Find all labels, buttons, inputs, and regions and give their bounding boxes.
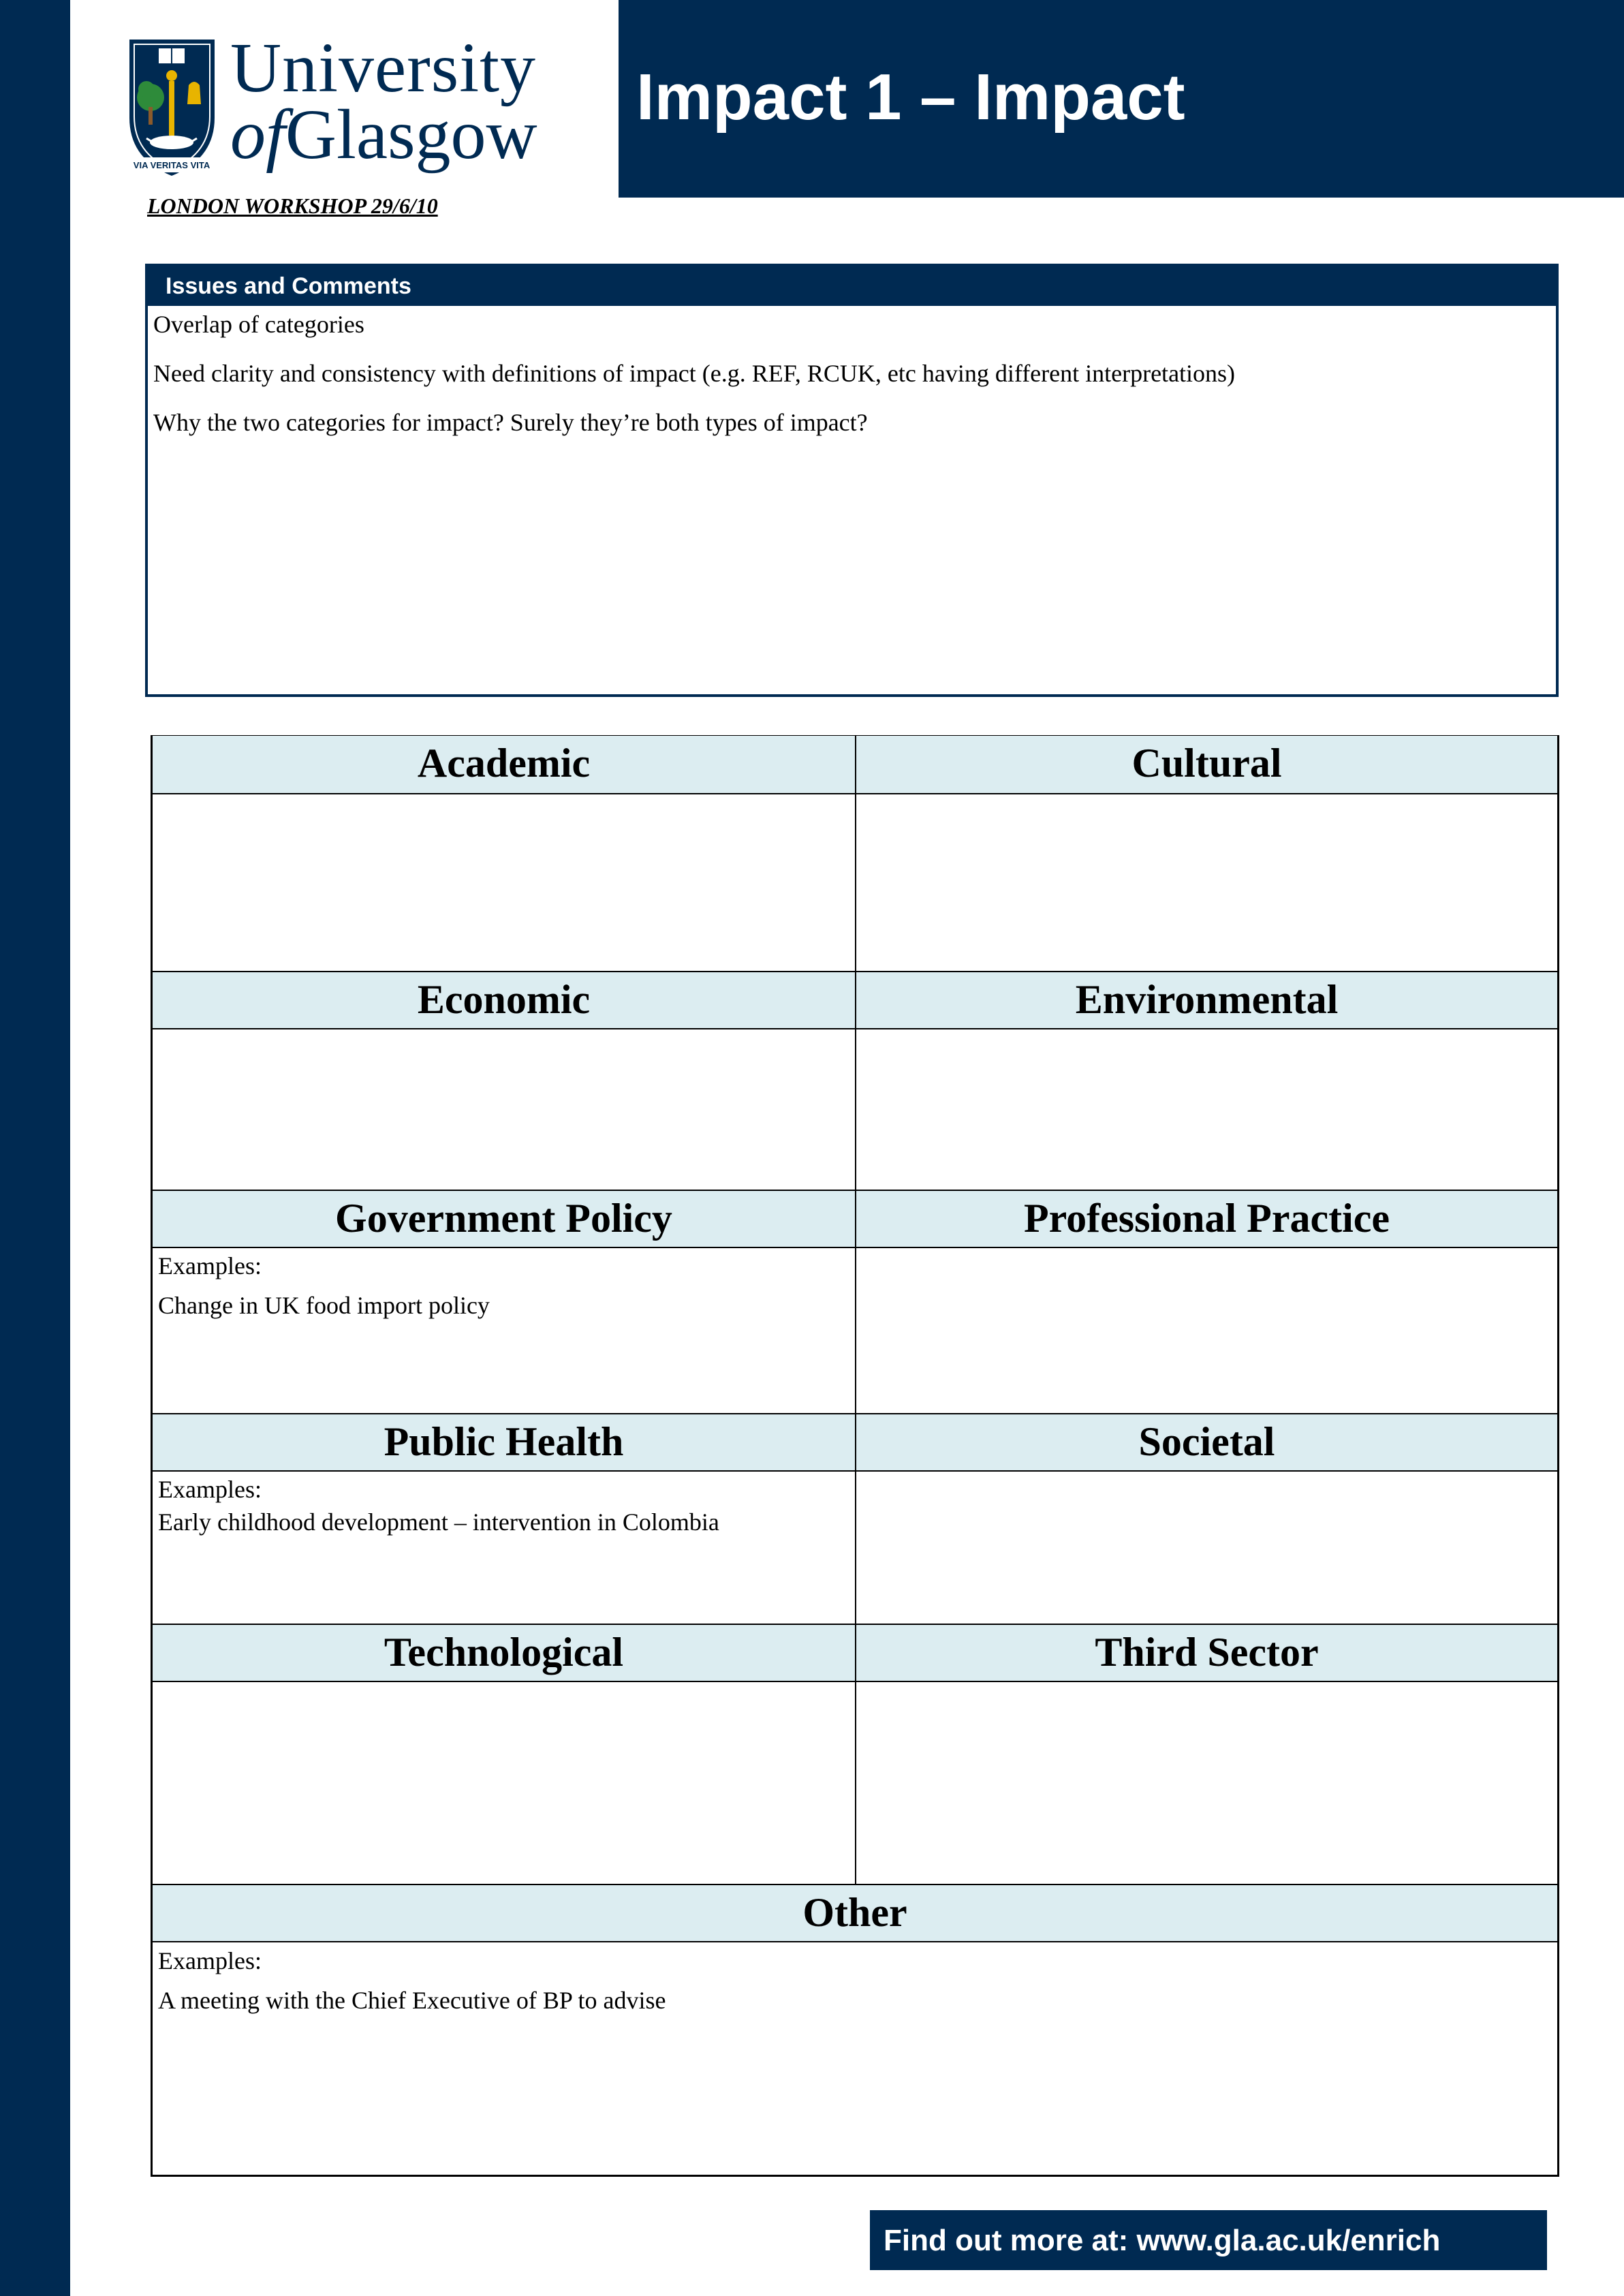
issue-item: Need clarity and consistency with definitions of impact (e.g. REF, RCUK, etc having different interpretations) bbox=[153, 360, 1236, 387]
impact-categories-grid bbox=[151, 735, 1559, 2177]
issue-item: Why the two categories for impact? Surely they’re both types of impact? bbox=[153, 409, 868, 436]
other-example: A meeting with the Chief Executive of BP to advise bbox=[158, 1987, 666, 2014]
public-health-examples-label: Examples: bbox=[158, 1476, 262, 1503]
crest-icon bbox=[126, 36, 218, 179]
header-societal: Societal bbox=[856, 1413, 1557, 1472]
issue-item: Overlap of categories bbox=[153, 311, 364, 338]
issues-list bbox=[148, 306, 1556, 461]
header-public-health: Public Health bbox=[153, 1413, 855, 1472]
public-health-example: Early childhood development – intervention in Colombia bbox=[158, 1508, 719, 1536]
workshop-label: LONDON WORKSHOP 29/6/10 bbox=[147, 193, 438, 218]
header-technological: Technological bbox=[153, 1624, 855, 1682]
issues-heading: Issues and Comments bbox=[148, 266, 1556, 306]
footer-link-text: Find out more at: www.gla.ac.uk/enrich bbox=[884, 2224, 1441, 2257]
header-academic: Academic bbox=[153, 736, 855, 794]
header-economic: Economic bbox=[153, 971, 855, 1029]
left-sidebar-bar bbox=[0, 0, 70, 2296]
government-policy-examples-label: Examples: bbox=[158, 1252, 262, 1279]
government-policy-example: Change in UK food import policy bbox=[158, 1292, 490, 1319]
header-professional-practice: Professional Practice bbox=[856, 1190, 1557, 1248]
footer-banner bbox=[870, 2210, 1547, 2270]
svg-text:VIA VERITAS VITA: VIA VERITAS VITA bbox=[133, 160, 210, 170]
university-logo bbox=[123, 29, 572, 183]
column-divider bbox=[855, 737, 856, 1884]
other-examples-label: Examples: bbox=[158, 1947, 262, 1974]
page-title: Impact 1 – Impact bbox=[636, 61, 1185, 134]
title-banner bbox=[619, 0, 1624, 198]
header-cultural: Cultural bbox=[856, 736, 1557, 794]
logo-word-university: University bbox=[230, 29, 537, 107]
logo-word-of-glasgow: ofGlasgow bbox=[230, 95, 537, 174]
header-environmental: Environmental bbox=[856, 971, 1557, 1029]
header-government-policy: Government Policy bbox=[153, 1190, 855, 1248]
header-other: Other bbox=[153, 1884, 1557, 1942]
issues-panel bbox=[145, 264, 1559, 697]
header-third-sector: Third Sector bbox=[856, 1624, 1557, 1682]
